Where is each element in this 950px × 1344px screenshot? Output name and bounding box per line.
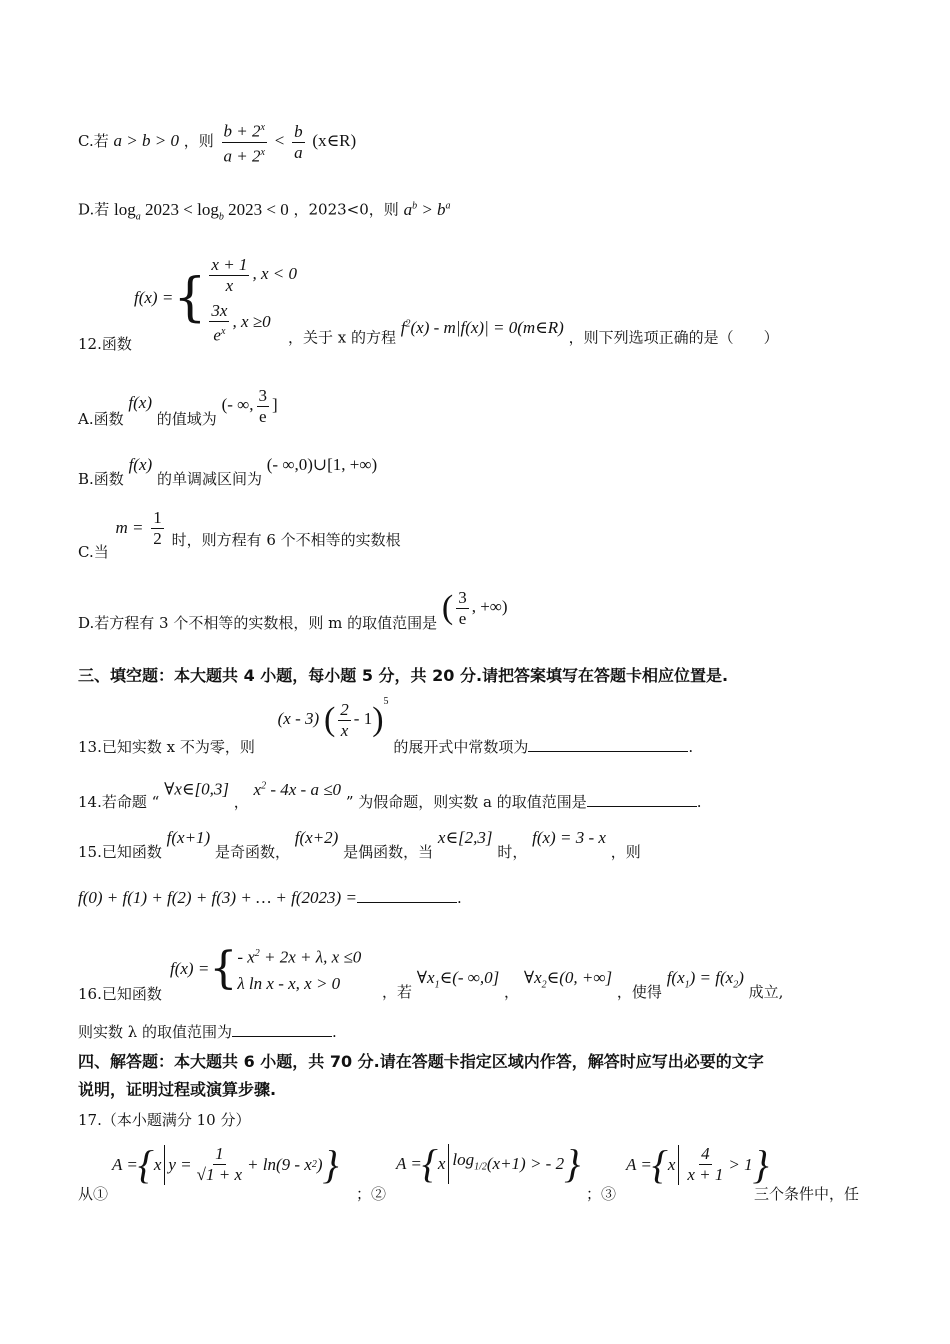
- q12-a-label: A.函数: [78, 410, 124, 429]
- q15-prefix: 15.已知函数: [78, 843, 162, 861]
- q12-a-mid: 的值域为: [156, 410, 217, 429]
- q17-s1-den: √1 + x: [196, 1165, 242, 1184]
- q16-c1: ∀x: [416, 968, 435, 987]
- q17-s1-sq: 2: [311, 1158, 317, 1170]
- option-c-label: C.若: [78, 132, 109, 151]
- q16-answer-blank[interactable]: [232, 1022, 332, 1037]
- q12-option-b: [78, 455, 890, 489]
- option-c-ratio-num: b: [294, 121, 303, 141]
- q16-line2: [78, 1022, 890, 1042]
- q12-mid: ，关于 x 的方程: [288, 328, 396, 347]
- q13-num: 2: [340, 700, 349, 719]
- q12-cases: [206, 250, 297, 346]
- q17-s3-num: 4: [701, 1144, 710, 1163]
- q16-eq-end: ): [738, 968, 744, 987]
- q12-b-range: (- ∞,0)∪[1, +∞): [266, 455, 378, 474]
- option-c-exp2: x: [260, 146, 265, 158]
- option-d-res-a-exp: a: [445, 200, 451, 211]
- q14-tail: 为假命题，则实数 a 的取值范围是: [358, 792, 587, 811]
- q12-eq-rest: (x) - m|f(x)| = 0(m∈R): [410, 317, 564, 337]
- q15-cond: x∈[2,3]: [437, 828, 493, 847]
- q13-end: .: [688, 738, 694, 757]
- q14-expr: x: [253, 779, 262, 799]
- option-c-exp1: x: [260, 122, 265, 133]
- q12-d-range: [441, 588, 508, 628]
- q14-forall: ∀x∈[0,3]: [164, 779, 229, 799]
- section-4-heading-line1: 四、解答题：本大题共 6 小题，共 70 分.请在答题卡指定区域内作答，解答时应写出必要的文字: [78, 1052, 764, 1071]
- q16-eq-sub1: 1: [684, 979, 690, 991]
- q17-tail: 三个条件中，任: [754, 1185, 860, 1203]
- q12-option-a: [78, 378, 890, 428]
- q12-case2-den-exp: x: [220, 325, 226, 337]
- q16-eq-mid: ) = f(x: [689, 968, 734, 987]
- q15-f1: f(x+1): [166, 828, 211, 847]
- q16-eq: f(x: [666, 968, 685, 987]
- q12-c-den: 2: [153, 529, 162, 548]
- q13-answer-blank[interactable]: [528, 737, 688, 752]
- section-3-heading: 三、填空题：本大题共 4 小题，每小题 5 分，共 20 分.请把答案填写在答题卡相应位置是.: [78, 666, 729, 685]
- option-c-lt: <: [274, 131, 285, 151]
- q15-t1: 是奇函数，: [214, 843, 290, 861]
- q17-s1-y: y =: [168, 1154, 192, 1174]
- option-d-label: D.若: [78, 200, 110, 219]
- option-d-res-b: b: [437, 199, 446, 219]
- q17-sep2: ；②: [356, 1185, 387, 1203]
- q15-f3: f(x) = 3 - x: [532, 828, 606, 847]
- q16-case2: λ ln x - x, x > 0: [237, 973, 341, 993]
- q14-comma: ，: [233, 792, 249, 811]
- option-d-base-a: a: [135, 211, 141, 223]
- q17-s3-a: A =: [626, 1154, 652, 1174]
- q12-case1-cond: , x < 0: [252, 264, 297, 283]
- option-d-lt0: < 0: [266, 199, 289, 219]
- q14-end: .: [696, 792, 702, 811]
- option-d-lt1: <: [183, 199, 193, 219]
- q14-expr2: - 4x - a ≤0: [266, 779, 342, 799]
- q12-option-d: [78, 588, 890, 638]
- q16-brace: {: [209, 943, 238, 994]
- option-c-then: ，则: [183, 132, 214, 151]
- q15-t3: 时，: [497, 843, 528, 861]
- q12-a-open: (- ∞,: [221, 395, 254, 415]
- q17-from: 从①: [78, 1185, 109, 1203]
- q12-d-label: D.若方程有 3 个不相等的实数根，则 m 的取值范围是: [78, 614, 438, 633]
- option-d-res-b-exp: b: [412, 200, 418, 211]
- q14-sq: 2: [261, 780, 267, 791]
- q16-case1-sq: 2: [254, 948, 260, 960]
- q16-fx: f(x) =: [170, 959, 210, 978]
- q13-tail: 的展开式中常数项为: [393, 738, 529, 757]
- q17-s2-log: log: [452, 1150, 475, 1170]
- q12-case2-num: 3x: [211, 300, 228, 320]
- q16-c2-sub: 2: [541, 979, 547, 991]
- q17-s1-x: x: [153, 1154, 162, 1174]
- q13-minus1: - 1: [353, 709, 373, 729]
- q16-t1: ，若: [382, 983, 413, 1001]
- q12-eq-f: f: [400, 317, 406, 337]
- q16-c1-sub: 1: [434, 979, 440, 991]
- option-d: [78, 196, 890, 227]
- q12-tail: ，则下列选项正确的是（ ）: [568, 328, 779, 347]
- q13-prefix: 13.已知实数 x 不为零，则: [78, 738, 255, 757]
- option-c-ratio: [292, 122, 305, 163]
- q15-sum-line: [78, 888, 890, 908]
- q12-brace: {: [173, 268, 207, 328]
- option-c-ratio-den: a: [294, 142, 303, 162]
- q12-b-label: B.函数: [78, 470, 124, 488]
- q13-den: x: [340, 721, 349, 740]
- option-d-gt: >: [421, 199, 433, 219]
- q13-expr-left: (x - 3): [277, 709, 320, 729]
- q12-fx: f(x) =: [134, 288, 174, 307]
- q12-a-close: ]: [272, 395, 278, 415]
- q12-b-fx: f(x): [128, 455, 153, 474]
- q16-end: .: [332, 1023, 337, 1041]
- q12-function: [134, 248, 297, 348]
- q16-eq-sub2: 2: [733, 979, 739, 991]
- q16-case1: - x: [237, 947, 255, 967]
- option-c: [78, 118, 890, 168]
- q16-t2: ，: [504, 983, 520, 1001]
- option-d-log2: log: [197, 199, 219, 219]
- q15-t2: 是偶函数，当: [343, 843, 434, 861]
- q16-c1-rest: ∈(- ∞,0]: [439, 968, 500, 987]
- q16-t3: ，使得: [616, 983, 662, 1001]
- q12-label: 12.函数: [78, 335, 132, 353]
- q13-expr-right: ( $\frac{2}{x}$ - 1)$^5$: [323, 695, 389, 740]
- q12-option-c: [78, 508, 890, 561]
- q17-set-1: A = { x y = $\frac{1}{√1 + x}$ + ln(9 - x 2 ) }: [112, 1141, 339, 1187]
- q17-s1-num: 1: [215, 1144, 224, 1163]
- q17-s3-rest: > 1: [728, 1154, 753, 1174]
- q16-c2: ∀x: [523, 968, 542, 987]
- q12-d-den: e: [458, 609, 467, 628]
- q16-t4: 成立,: [748, 983, 784, 1001]
- option-d-num2: 2023: [228, 199, 263, 219]
- q12-d-open: (: [441, 589, 454, 627]
- q12-d-close: , +∞): [471, 597, 508, 617]
- q12-d-num: 3: [458, 588, 467, 607]
- q12-a-num: 3: [258, 386, 268, 405]
- option-d-res-a: a: [403, 199, 413, 219]
- q17-s1-rest: + ln(9 - x: [247, 1154, 312, 1174]
- q12-c-m: m =: [115, 517, 144, 537]
- option-c-numerator: b + 2: [223, 121, 261, 141]
- q17-sep3: ；③: [586, 1185, 617, 1203]
- q17-s1-close: ): [316, 1154, 323, 1174]
- q16-case1-rest: + 2x + λ, x ≤0: [259, 947, 362, 967]
- option-c-condition: a > b > 0: [113, 131, 179, 151]
- q14-answer-blank[interactable]: [587, 792, 697, 807]
- q12-case1-num: x + 1: [211, 254, 248, 274]
- option-c-denominator: a + 2: [223, 146, 261, 166]
- q12-c-num: 1: [153, 508, 162, 527]
- q16-conditions: [382, 968, 784, 1001]
- q12-equation-line: [288, 317, 779, 348]
- q12-c-frac: [151, 508, 164, 549]
- q14-close: ”: [345, 792, 354, 811]
- q16-function: [170, 938, 361, 1000]
- section-4-heading-line2: 说明，证明过程或演算步骤.: [78, 1080, 277, 1099]
- q17-s2-x: x: [437, 1154, 446, 1173]
- q15-f2: f(x+2): [294, 828, 339, 847]
- q16-c2-rest: ∈(0, +∞]: [546, 968, 613, 987]
- q17-s1-a: A =: [112, 1154, 138, 1174]
- q12-c-tail: 时，则方程有 6 个不相等的实数根: [171, 530, 401, 549]
- question-13: [78, 695, 890, 757]
- q14-prefix: 14.若命题 “: [78, 792, 160, 811]
- option-d-num1: 2023: [145, 199, 180, 219]
- q12-case1-den: x: [225, 275, 234, 295]
- question-15: [78, 828, 890, 861]
- q17-title: 17.（本小题满分 10 分）: [78, 1111, 251, 1129]
- option-c-domain: (x∈R): [312, 131, 357, 151]
- q15-t4: ，则: [610, 843, 641, 861]
- q17-set-3: A = { x $\frac{4}{x + 1}$ > 1 }: [626, 1141, 769, 1187]
- q17-conditions: [78, 1140, 890, 1210]
- q17-s3-den: x + 1: [687, 1165, 724, 1184]
- q15-sum: f(0) + f(1) + f(2) + f(3) + … + f(2023) =: [78, 888, 357, 907]
- q15-answer-blank[interactable]: [357, 888, 457, 903]
- q12-a-range: [221, 386, 278, 426]
- q16-prefix: 16.已知函数: [78, 985, 162, 1003]
- q17-set-2: A = { x $\log_{1/2}$ (x+1) > - 2 }: [396, 1141, 581, 1186]
- q12-a-fx: f(x): [128, 393, 152, 413]
- option-d-log1: log: [114, 199, 136, 219]
- q12-case2-cond: , x ≥0: [232, 312, 271, 331]
- q15-end: .: [456, 889, 462, 907]
- q12-case2-den: e: [213, 325, 221, 345]
- q16-cases: [237, 941, 361, 997]
- option-c-fraction: [222, 118, 267, 166]
- q12-a-den: e: [258, 407, 267, 426]
- question-14: [78, 776, 890, 811]
- q17-s2-a: A =: [396, 1154, 422, 1173]
- q12-b-mid: 的单调减区间为: [156, 470, 262, 488]
- question-12: [78, 248, 890, 358]
- q17-s2-rest: (x+1) > - 2: [486, 1154, 565, 1173]
- q13-exp: 5: [383, 695, 389, 707]
- option-d-mid: ，2023<0，则: [293, 200, 399, 219]
- option-d-base-b: b: [218, 211, 224, 223]
- q17-s2-base: 1/2: [474, 1161, 487, 1173]
- q17-s3-x: x: [667, 1154, 676, 1174]
- q16-line2-text: 则实数 λ 的取值范围为: [78, 1023, 233, 1041]
- q12-eq-sq: 2: [405, 318, 411, 329]
- question-16: [78, 938, 890, 1006]
- q12-c-label: C.当: [78, 542, 109, 561]
